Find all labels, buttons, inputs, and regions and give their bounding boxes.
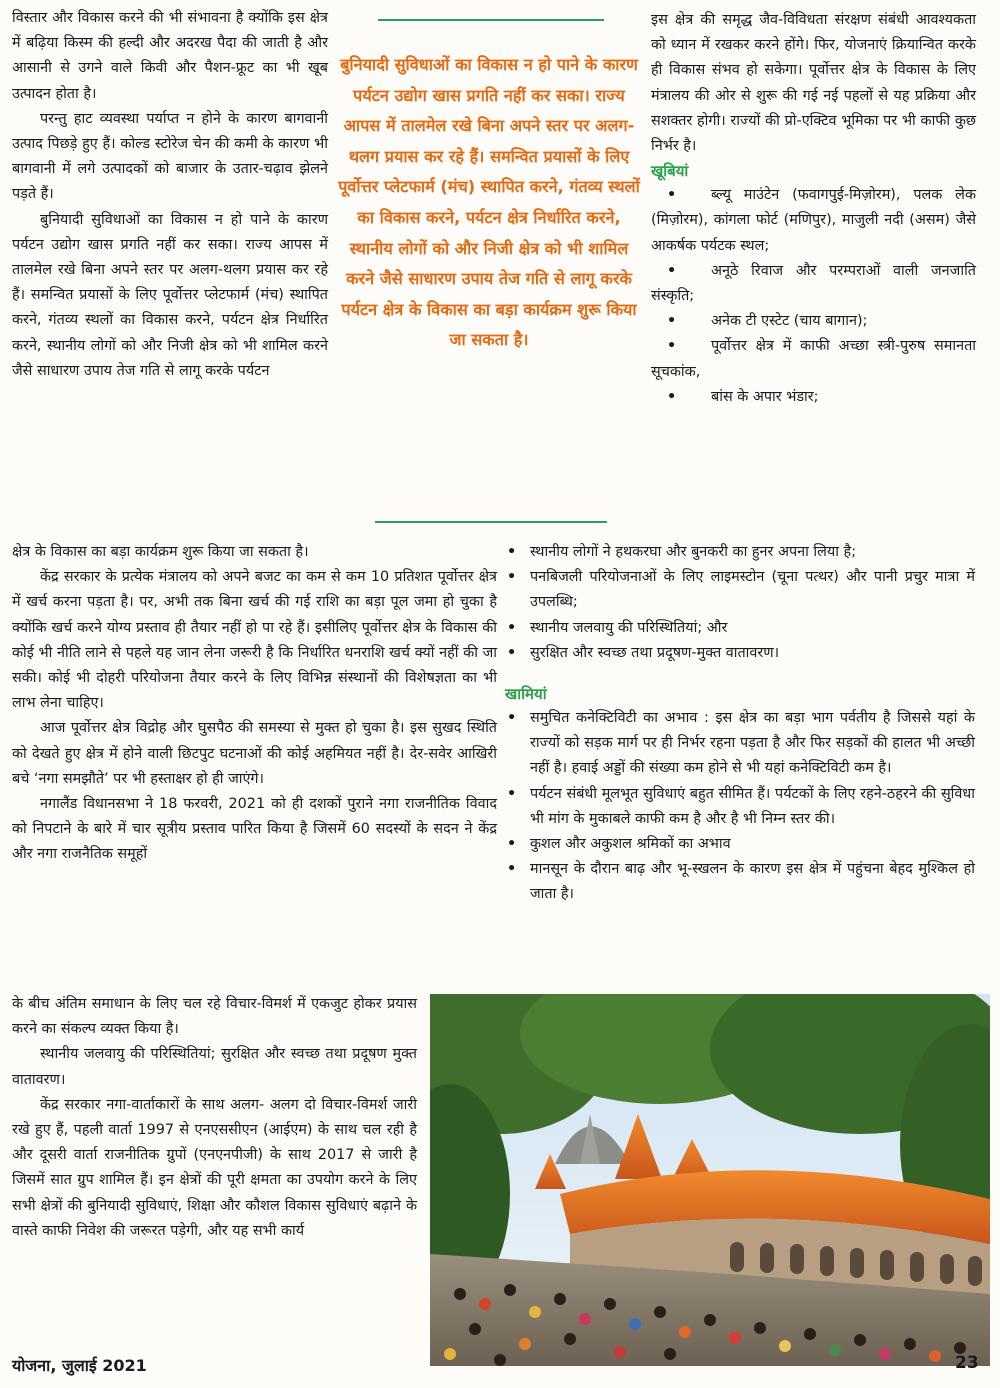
paragraph: केंद्र सरकार नगा-वार्ताकारों के साथ अलग- अलग दो विचार-विमर्श जारी रखे हुए हैं, पहली वार्ता 1997 से एनएससीएन (आईएम) के साथ चल रही है और दूसरी वार्ता राजनीतिक ग्रुपों (एनएनपीजी) के साथ 2017 से जारी है जिसमें सात ग्रुप शामिल हैं। इन क्षेत्रों की पूरी क्षमता का उपयोग करने के लिए सभी क्षेत्रों की बुनियादी सुविधाएं, शिक्षा और कौशल विकास सुविधाएं बढ़ाने के वास्ते काफी निवेश की जरूरत पड़ेगी, और यह सभी कार्य xyxy=(12,1096,417,1239)
paragraph: केंद्र सरकार के प्रत्येक मंत्रालय को अपने बजट का कम से कम 10 प्रतिशत पूर्वोत्तर क्षेत्र में खर्च करना पड़ता है। पर, अभी तक बिना खर्च की गई राशि का बड़ा पूल जमा हो चुका है क्योंकि खर्च करने योग्य प्रस्ताव ही तैयार नहीं हो पा रहे हैं। इसीलिए पूर्वोत्तर क्षेत्र के विकास की कोई भी नीति लाने से पहले यह जान लेना जरूरी है कि निर्धारित धनराशि खर्च क्यों नहीं की जा सकी। कोई भी दोहरी परियोजना तैयार करने के लिए विभिन्न संस्थानों की विशेषज्ञता का भी लाभ लेना चाहिए। xyxy=(12,569,497,712)
list-item: • बांस के अपार भंडार; xyxy=(651,385,976,410)
paragraph: बुनियादी सुविधाओं का विकास न हो पाने के कारण पर्यटन उद्योग खास प्रगति नहीं कर सका। राज्य आपस में तालमेल रखे बिना अपने स्तर पर अलग-थलग प्रयास कर रहे हैं। समन्वित प्रयासों के लिए पूर्वोत्तर प्लेटफार्म (मंच) स्थापित करने, गंतव्य स्थलों का विकास करने, पर्यटन क्षेत्र निर्धारित करने, स्थानीय लोगों को और निजी क्षेत्र को भी शामिल करने जैसे साधारण उपाय तेज गति से लागू करके पर्यटन xyxy=(12,211,328,379)
virtues-list xyxy=(651,183,976,410)
paragraph: नगालैंड विधानसभा ने 18 फरवरी, 2021 को ही दशकों पुराने नगा राजनीतिक विवाद को निपटाने के बारे में चार सूत्रीय प्रस्ताव पारित किया है जिसमें 60 सदस्यों के सदन ने केंद्र और नगा राजनैतिक समूहों xyxy=(12,796,497,863)
body-section xyxy=(12,540,497,868)
paragraph: आज पूर्वोत्तर क्षेत्र विद्रोह और घुसपैठ की समस्या से मुक्त हो चुका है। इस सुखद स्थिति को देखते हुए क्षेत्र में होने वाली छिटपुट घटनाओं की कोई अहमियत नहीं है। देर-सवेर आखिरी बचे ‘नगा समझौते’ पर भी हस्ताक्षर हो ही जाएंगे। xyxy=(12,720,497,787)
pull-quote-bottom-rule xyxy=(375,521,607,523)
paragraph: स्थानीय जलवायु की परिस्थितियां; सुरक्षित और स्वच्छ तथा प्रदूषण मुक्त वातावरण। xyxy=(12,1046,417,1088)
page-number: 23 xyxy=(955,1353,979,1373)
list-item: • पूर्वोत्तर क्षेत्र में काफी अच्छा स्त्री-पुरुष समानता सूचकांक, xyxy=(651,334,976,384)
virtues-list-continued xyxy=(505,540,975,666)
temple-photo xyxy=(430,994,990,1366)
list-item: • सुरक्षित और स्वच्छ तथा प्रदूषण-मुक्त वातावरण। xyxy=(505,641,975,666)
paragraph: परन्तु हाट व्यवस्था पर्याप्त न होने के कारण बागवानी उत्पाद पिछड़े हुए हैं। कोल्ड स्टोरेज चेन की कमी के कारण भी बागवानी में लगे उत्पादकों को बाजार के उतार-चढ़ाव झेलने पड़ते हैं। xyxy=(12,110,328,203)
publication-footer: योजना, जुलाई 2021 xyxy=(12,1356,147,1375)
right-column xyxy=(651,8,976,410)
left-bottom-column xyxy=(12,992,417,1244)
virtues-heading: खूबियां xyxy=(651,162,689,181)
list-item: • अनेक टी एस्टेट (चाय बागान); xyxy=(651,309,976,334)
list-item: • अनूठे रिवाज और परम्पराओं वाली जनजाति संस्कृति; xyxy=(651,259,976,309)
list-item: • समुचित कनेक्टिविटी का अभाव : इस क्षेत्र का बड़ा भाग पर्वतीय है जिससे यहां के राज्यों को सड़क मार्ग पर ही निर्भर रहना पड़ता है और फिर सड़कों की हालत भी अच्छी नहीं है। हवाई अड्डों की संख्या कम होने से भी यहां कनेक्टिविटी कम है। xyxy=(505,706,975,782)
list-item: • स्थानीय जलवायु की परिस्थितियां; और xyxy=(505,616,975,641)
left-column xyxy=(12,6,328,384)
list-item: • ब्ल्यू माउंटेन (फवागपुई-मिज़ोरम), पलक लेक (मिज़ोरम), कांगला फोर्ट (मणिपुर), माजुली नदी (असम) जैसे आकर्षक पर्यटक स्थल; xyxy=(651,183,976,259)
list-item: • कुशल और अकुशल श्रमिकों का अभाव xyxy=(505,832,975,857)
paragraph: क्षेत्र के विकास का बड़ा कार्यक्रम शुरू किया जा सकता है। xyxy=(12,544,309,560)
paragraph: विस्तार और विकास करने की भी संभावना है क्योंकि इस क्षेत्र में बढ़िया किस्म की हल्दी और अदरख पैदा की जाती है और आसानी से उगने वाले किवी और पैशन-फ्रूट का भी खूब उत्पादन होता है। xyxy=(12,10,328,102)
paragraph: के बीच अंतिम समाधान के लिए चल रहे विचार-विमर्श में एकजुट होकर प्रयास करने का संकल्प व्यक्त किया है। xyxy=(12,996,417,1038)
list-item: • मानसून के दौरान बाढ़ और भू-स्खलन के कारण इस क्षेत्र में पहुंचना बेहद मुश्किल हो जाता है। xyxy=(505,857,975,907)
list-item: • पर्यटन संबंधी मूलभूत सुविधाएं बहुत सीमित हैं। पर्यटकों के लिए रहने-ठहरने की सुविधा भी मांग के मुकाबले काफी कम है और है भी निम्न स्तर की। xyxy=(505,782,975,832)
pull-quote: बुनियादी सुविधाओं का विकास न हो पाने के कारण पर्यटन उद्योग खास प्रगति नहीं कर सका। राज्य आपस में तालमेल रखे बिना अपने स्तर पर अलग-थलग प्रयास कर रहे हैं। समन्वित प्रयासों के लिए पूर्वोत्तर प्लेटफार्म (मंच) स्थापित करने, गंतव्य स्थलों का विकास करने, पर्यटन क्षेत्र निर्धारित करने, स्थानीय लोगों को और निजी क्षेत्र को भी शामिल करने जैसे साधारण उपाय तेज गति से लागू करके पर्यटन क्षेत्र के विकास का बड़ा कार्यक्रम शुरू किया जा सकता है। xyxy=(338,55,640,350)
list-item: • पनबिजली परियोजनाओं के लिए लाइमस्टोन (चूना पत्थर) और पानी प्रचुर मात्रा में उपलब्धि; xyxy=(505,565,975,615)
list-item: • स्थानीय लोगों ने हथकरघा और बुनकरी का हुनर अपना लिया है; xyxy=(505,540,975,565)
weaknesses-section xyxy=(505,682,975,908)
paragraph: इस क्षेत्र की समृद्ध जैव-विविधता संरक्षण संबंधी आवश्यकता को ध्यान में रखकर करने होंगे। फिर, योजनाएं क्रियान्वित करके ही विकास संभव हो सकेगा। पूर्वोत्तर क्षेत्र के विकास के लिए मंत्रालय की ओर से शुरू की गई नई पहलों से यह प्रक्रिया और सशक्तर होगी। राज्यों की प्रो-एक्टिव भूमिका पर भी काफी कुछ निर्भर है। xyxy=(651,12,976,155)
pull-quote-top-rule xyxy=(378,19,604,21)
weaknesses-heading: खामियां xyxy=(505,685,547,703)
